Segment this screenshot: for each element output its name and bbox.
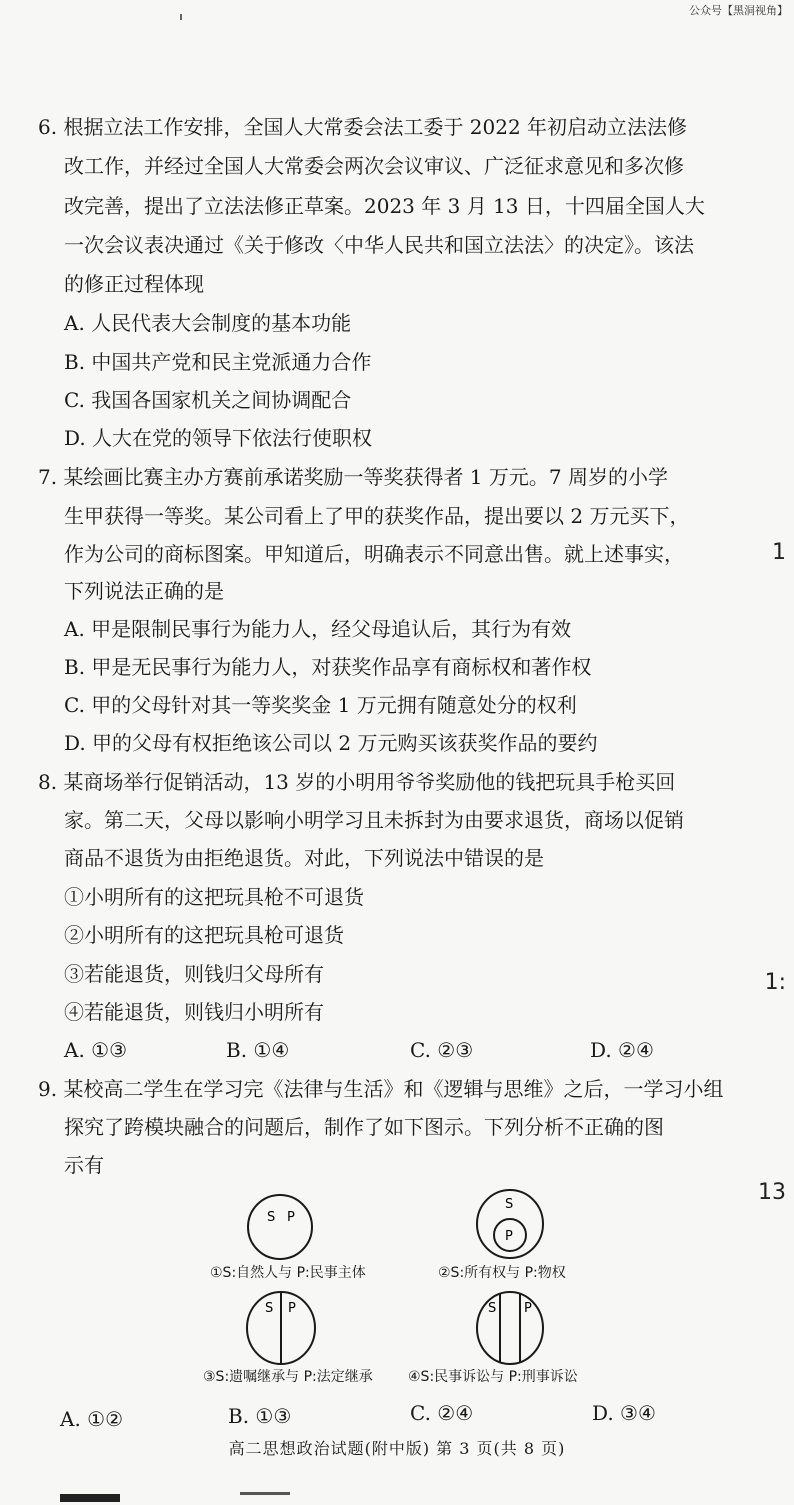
edge-mark: 1: (764, 970, 786, 995)
q7-option-c: C. 甲的父母针对其一等奖奖金 1 万元拥有随意处分的权利 (64, 693, 577, 717)
venn-diagram-4 (408, 1290, 650, 1390)
diagram-2-caption: ②S:所有权与 P:物权 (438, 1265, 566, 1281)
tri-split-circle-icon (460, 1290, 650, 1366)
diagram-3-caption: ③S:遗嘱继承与 P:法定继承 (203, 1369, 373, 1385)
q6-option-b: B. 中国共产党和民主党派通力合作 (64, 350, 372, 374)
q8-choice-d: D. ②④ (590, 1038, 654, 1062)
diagram-1-caption: ①S:自然人与 P:民事主体 (210, 1265, 366, 1281)
scan-dash (240, 1492, 290, 1495)
diagram-4-p: P (524, 1301, 532, 1316)
q7-stem-line: 下列说法正确的是 (64, 579, 224, 603)
q8-item-3: ③若能退货，则钱归父母所有 (64, 962, 324, 986)
q6-option-c: C. 我国各国家机关之间协调配合 (64, 388, 352, 412)
edge-mark: 1 (772, 540, 786, 565)
watermark: 公众号【黑洞视角】 (689, 4, 788, 17)
q6-option-a: A. 人民代表大会制度的基本功能 (64, 311, 352, 335)
q8-item-2: ②小明所有的这把玩具枪可退货 (64, 923, 344, 947)
diagram-2-s: S (505, 1197, 514, 1212)
diagram-3-p: P (288, 1301, 296, 1316)
q8-stem-line: 商品不退货为由拒绝退货。对此，下列说法中错误的是 (64, 846, 544, 870)
q8-stem-line: 家。第二天，父母以影响小明学习且未拆封为由要求退货，商场以促销 (64, 808, 684, 832)
edge-mark: 13 (758, 1180, 786, 1205)
venn-diagram-3 (203, 1290, 425, 1390)
split-circle-icon (235, 1290, 425, 1366)
diagram-4-caption: ④S:民事诉讼与 P:刑事诉讼 (408, 1369, 578, 1385)
q9-choice-c: C. ②④ (410, 1401, 474, 1425)
q6-stem-line: 的修正过程体现 (64, 272, 204, 296)
q7-option-b: B. 甲是无民事行为能力人，对获奖作品享有商标权和著作权 (64, 655, 592, 679)
diagram-2-p: P (505, 1229, 513, 1244)
q6-stem-line: 改工作，并经过全国人大常委会两次会议审议、广泛征求意见和多次修 (64, 154, 684, 178)
q8-choice-a: A. ①③ (64, 1038, 128, 1062)
q6-stem-line: 改完善，提出了立法法修正草案。2023 年 3 月 13 日，十四届全国人大 (64, 194, 705, 218)
diagram-1-p: P (287, 1210, 295, 1225)
q7-option-a: A. 甲是限制民事行为能力人，经父母追认后，其行为有效 (64, 617, 572, 641)
q8-choice-c: C. ②③ (410, 1038, 474, 1062)
q8-item-4: ④若能退货，则钱归小明所有 (64, 1000, 324, 1024)
single-circle-icon (235, 1192, 405, 1262)
q9-choice-a: A. ①② (60, 1407, 124, 1431)
q8-item-1: ①小明所有的这把玩具枪不可退货 (64, 885, 364, 909)
q8-choice-b: B. ①④ (226, 1038, 290, 1062)
q8-stem-line: 8. 某商场举行促销活动，13 岁的小明用爷爷奖励他的钱把玩具手枪买回 (38, 770, 676, 794)
diagram-1-s: S (267, 1210, 276, 1225)
page-footer: 高二思想政治试题(附中版) 第 3 页(共 8 页) (228, 1439, 566, 1458)
venn-diagram-1 (210, 1192, 405, 1292)
q6-option-d: D. 人大在党的领导下依法行使职权 (64, 426, 373, 450)
venn-diagram-2 (438, 1186, 630, 1292)
q9-stem-line: 示有 (64, 1153, 104, 1177)
scan-smudge (60, 1494, 120, 1502)
nested-circle-icon (460, 1186, 630, 1262)
q7-stem-line: 作为公司的商标图案。甲知道后，明确表示不同意出售。就上述事实， (64, 542, 684, 566)
q7-stem-line: 生甲获得一等奖。某公司看上了甲的获奖作品，提出要以 2 万元买下， (64, 504, 690, 528)
q6-stem-line: 6. 根据立法工作安排，全国人大常委会法工委于 2022 年初启动立法法修 (38, 115, 688, 139)
q7-stem-line: 7. 某绘画比赛主办方赛前承诺奖励一等奖获得者 1 万元。7 周岁的小学 (38, 465, 668, 489)
q9-choice-b: B. ①③ (228, 1404, 292, 1428)
q6-stem-line: 一次会议表决通过《关于修改〈中华人民共和国立法法〉的决定》。该法 (64, 233, 694, 257)
q9-choice-d: D. ③④ (592, 1401, 656, 1425)
scan-speck (180, 14, 182, 20)
diagram-3-s: S (265, 1301, 274, 1316)
q9-stem-line: 9. 某校高二学生在学习完《法律与生活》和《逻辑与思维》之后，一学习小组 (38, 1077, 724, 1101)
q9-stem-line: 探究了跨模块融合的问题后，制作了如下图示。下列分析不正确的图 (64, 1115, 664, 1139)
diagram-4-s: S (488, 1301, 497, 1316)
q7-option-d: D. 甲的父母有权拒绝该公司以 2 万元购买该获奖作品的要约 (64, 731, 598, 755)
